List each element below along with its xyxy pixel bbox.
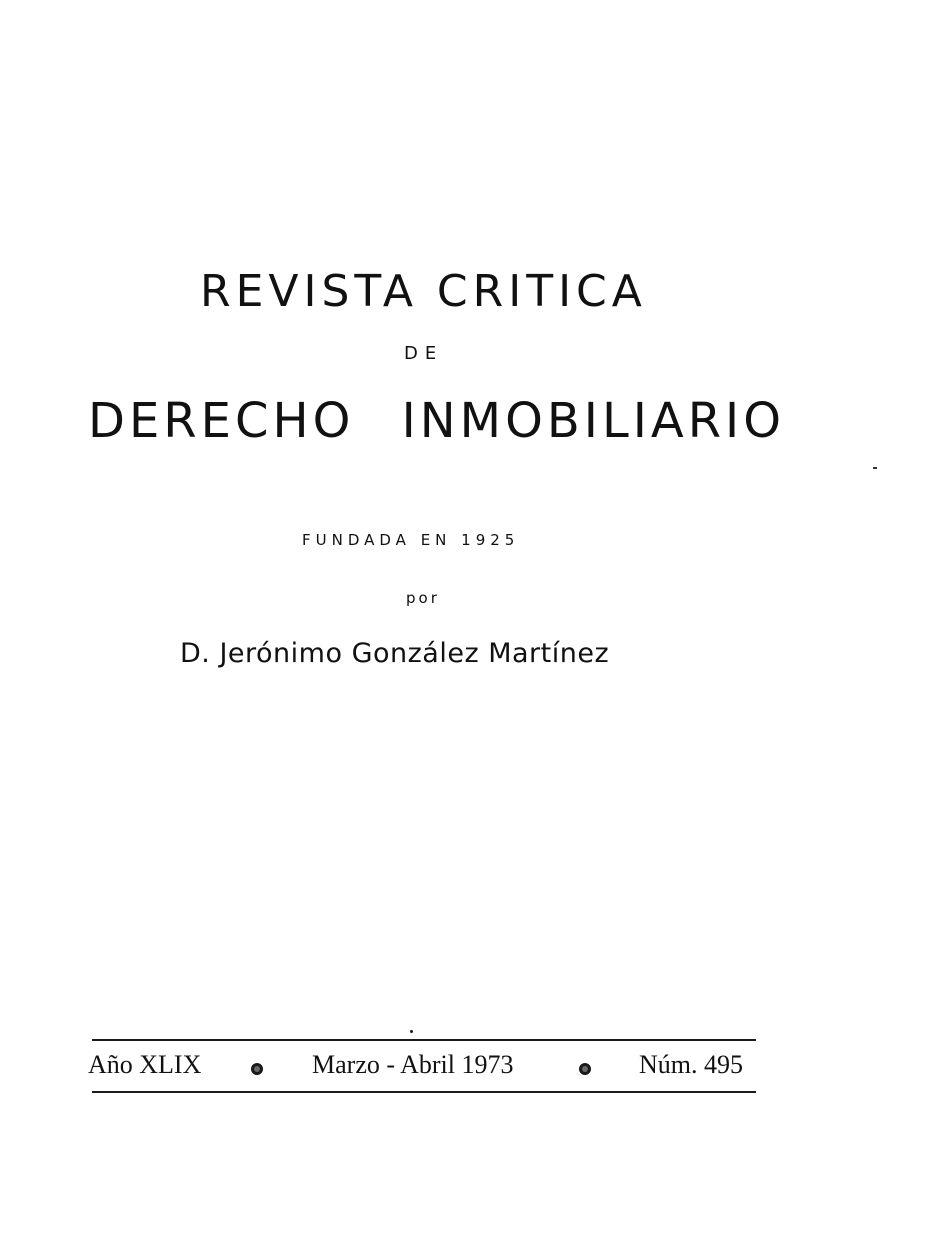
footer-bottom-rule [92, 1091, 756, 1093]
footer-top-rule [92, 1039, 756, 1041]
issue-number: Núm. 495 [639, 1050, 743, 1079]
journal-title-connector: DE [404, 343, 444, 364]
print-speck [873, 467, 877, 469]
journal-title-line-2: DERECHO INMOBILIARIO [88, 393, 785, 449]
journal-title-line-1: REVISTA CRITICA [200, 266, 647, 317]
bullet-icon [251, 1063, 263, 1075]
issue-year: Año XLIX [88, 1050, 202, 1079]
founder-name: D. Jerónimo González Martínez [180, 638, 610, 669]
founded-by-label: por [406, 589, 440, 607]
bullet-icon [579, 1063, 591, 1075]
founding-statement: FUNDADA EN 1925 [302, 531, 520, 549]
print-dot [410, 1030, 413, 1033]
issue-date: Marzo - Abril 1973 [312, 1050, 514, 1079]
